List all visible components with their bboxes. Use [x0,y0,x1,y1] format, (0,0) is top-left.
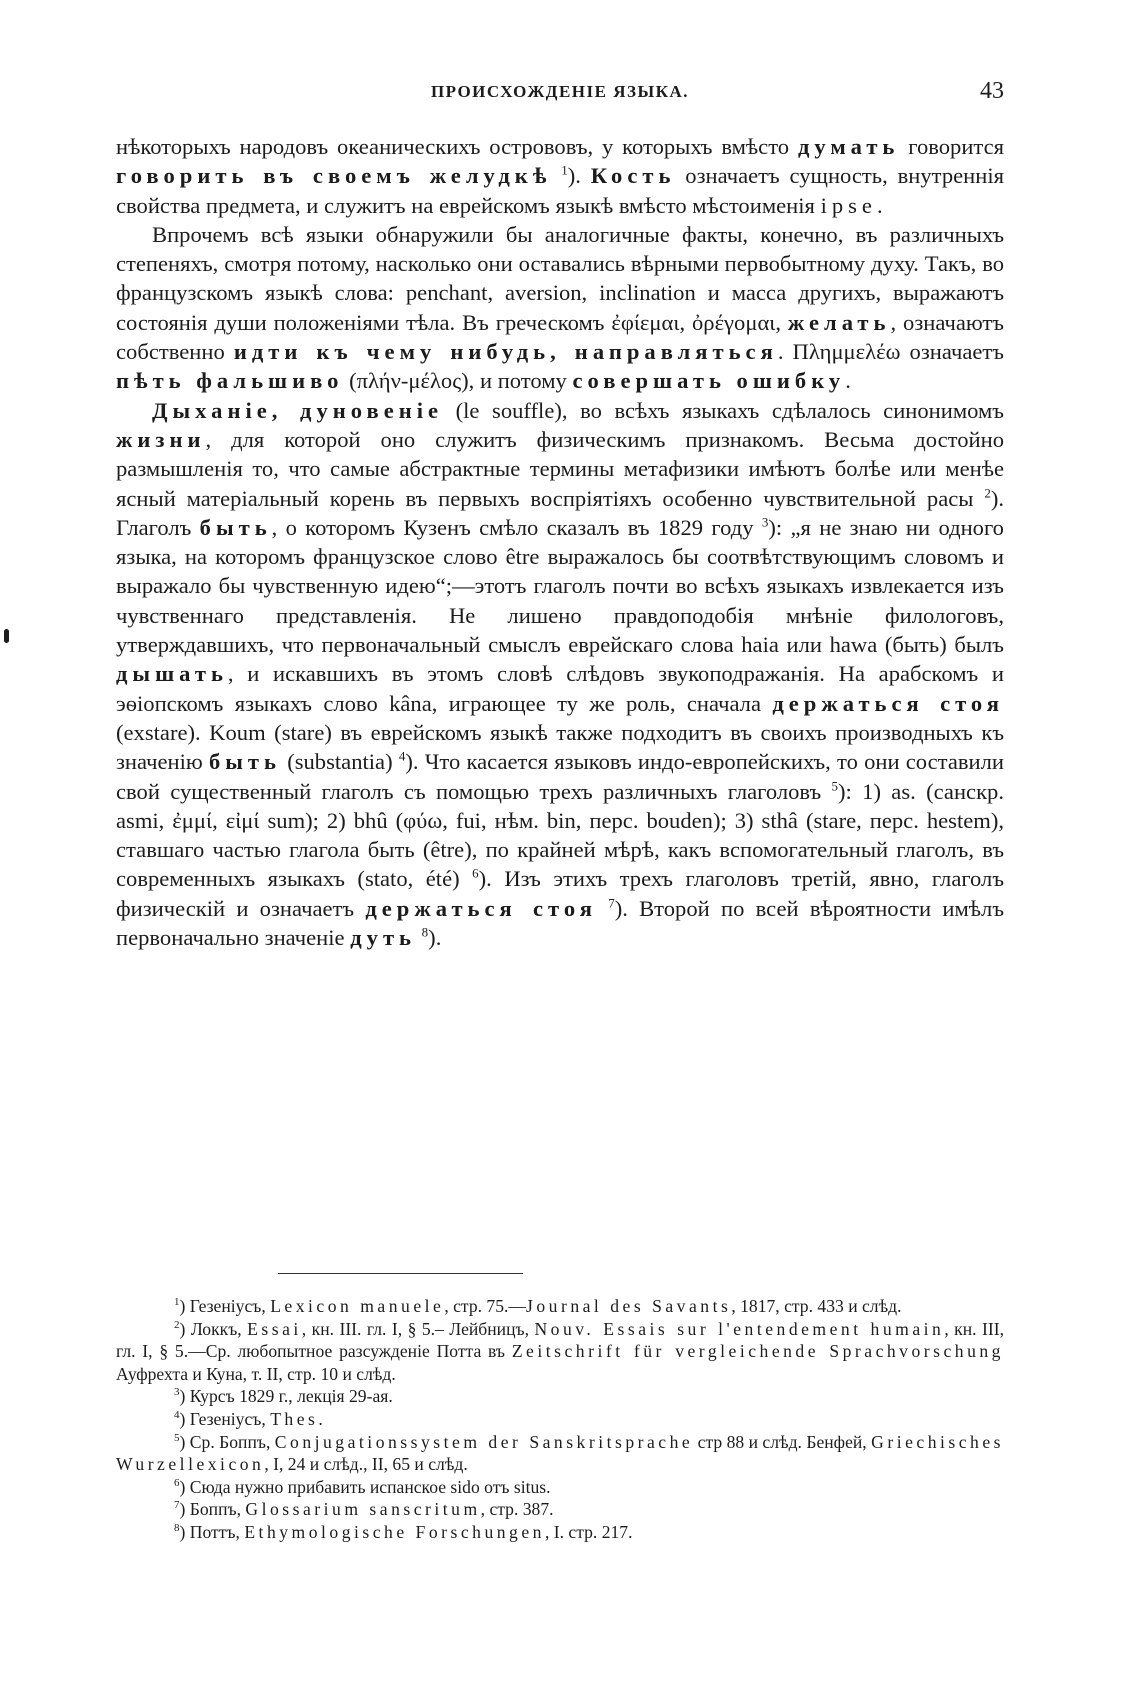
text-run: ) Поттъ, [179,1521,245,1542]
cited-title: Nouv. Essais sur l'entendement humain [534,1318,945,1339]
ink-speck [4,629,9,643]
footnote-ref: 5 [174,1431,180,1444]
main-text [116,132,1004,952]
text-run: ): „я не знаю ни одного языка, на которомъ французское слово être выражалось бы соотвѣтствующимъ словомъ и выражало бы чувственную идею“;—этотъ глаголъ почти во всѣхъ языкахъ извлекается изъ чувственнаго представленія. Не лишено правдоподобія мнѣніе филологовъ, утверждавшихъ, что первоначальный смыслъ еврейскаго слова haia или hawa (быть) былъ [116,514,1004,658]
footnote [116,1431,1004,1476]
cited-title: Conjugationssystem der Sanskritsprache [274,1431,694,1452]
footnote [116,1476,1004,1499]
text-run: стр 88 и слѣд. Бенфей, [693,1431,872,1452]
text-run: , стр. 75.— [444,1296,527,1316]
text-run: ). Второй по всей вѣроятности имѣлъ первоначально значеніе [116,895,1005,951]
text-run: Впрочемъ всѣ языки обнаружили бы аналогичные факты, конечно, въ различныхъ степеняхъ, смотря потому, насколько они оставались вѣрными первобытному духу. Такъ, во французскомъ языкѣ слова: penchant, aversion, inclination и масса другихъ, выражаютъ состоянія души положеніями тѣла. Въ греческомъ ἐφίεμαι, ὀρέγομαι, [116,221,1004,335]
emphasized-text: идти къ чему нибудь, направляться [233,339,778,365]
text-run: , о которомъ Кузенъ смѣло сказалъ въ 1829 году [271,514,762,540]
text-run: , кн. III. гл. I, § 5.– Лейбницъ, [301,1318,535,1339]
text-run: ). Изъ этихъ трехъ глаголовъ третій, явно, глаголъ физическій и означаетъ [116,866,1005,921]
text-run: ) Сюда нужно прибавить испанское sido отъ situs. [179,1476,551,1497]
text-run: . [318,1408,323,1429]
footnote [116,1408,1004,1431]
paragraph [116,132,1004,220]
text-run: , стр. 387. [480,1499,554,1520]
emphasized-text: Дыханіе, дуновеніе [152,397,444,423]
footnote-ref: 2 [174,1318,180,1331]
cited-title: Zeitschrift für vergleichende Sprachvorschung [511,1341,1004,1362]
footnote-ref: 4 [174,1409,180,1422]
emphasized-text: думать [797,134,900,159]
footnote-ref: 1 [174,1296,180,1309]
text-run: , I. стр. 217. [544,1521,633,1542]
spaced-text: ipse [820,192,877,218]
emphasized-text: пѣть фальшиво [116,368,344,394]
text-run: ) Ср. Боппъ, [179,1431,275,1452]
cited-title: Essai [247,1318,302,1339]
emphasized-text: дышать [116,661,228,687]
text-run: нѣкоторыхъ народовъ океаническихъ острововъ, у которыхъ вмѣсто [116,134,798,159]
cited-title: Thes [270,1408,319,1429]
text-run: (exstare). Koum (stare) въ еврейскомъ языкѣ также подходитъ въ своихъ производныхъ къ значенію [116,719,1004,775]
cited-title: Journal des Savants [526,1296,732,1316]
footnote-ref: 6 [472,865,479,881]
text-run: (substantia) [280,749,399,775]
footnote-ref: 3 [174,1386,180,1399]
footnote [116,1521,1004,1544]
emphasized-text: говорить въ своемъ желудкѣ [116,163,552,189]
text-run: , кн. III, гл. I, § 5.—Ср. любопытное разсужденіе Потта въ [116,1318,1004,1362]
footnote-ref: 7 [174,1499,180,1512]
footnote [116,1385,1004,1408]
cited-title: Ethymologische Forschungen [244,1521,545,1542]
cited-title: Lexicon manuele [270,1296,445,1316]
text-run: ). Глаголъ [116,485,1004,540]
emphasized-text: быть [199,514,272,540]
text-run: ): 1) as. (санскр. asmi, ἐμμί, εἰμί sum); 2) bhû (φύω, fui, нѣм. bin, перс. bouden); 3) sthâ (stare, перс. hestem), ставшаго частью глагола быть (être), по крайней мѣрѣ, какъ вспомогательный глаголъ, въ современныхъ языкахъ (stato, été) [116,778,1004,892]
text-run: ). Что касается языковъ индо-европейскихъ, то они составили свой существенный глаголъ съ помощью трехъ различныхъ глаголовъ [116,749,1004,804]
text-run: , I, 24 и слѣд., II, 65 и слѣд. [264,1454,468,1475]
emphasized-text: быть [209,749,281,775]
cited-title: Glossarium sanscritum [245,1499,481,1520]
text-run: . [876,192,883,218]
text-run: ). [567,163,591,189]
text-run: , означаютъ собственно [116,309,1004,365]
text-run: означаетъ сущность, внутреннія свойства предмета, и служитъ на еврейскомъ языкѣ вмѣсто мѣстоименія [116,163,1004,218]
emphasized-text: Кость [590,163,676,189]
text-run [597,896,608,921]
footnote [116,1295,1004,1318]
footnotes [116,1295,1004,1544]
text-run: говорится [899,134,1005,159]
cited-title: Griechisches Wurzellexicon [116,1431,1004,1475]
text-run: ) Гезеніусъ, [179,1408,271,1429]
paragraph [116,220,1004,396]
paragraph [116,396,1004,953]
footnote [116,1318,1004,1386]
emphasized-text: держаться стоя [772,690,1005,716]
emphasized-text: совершать ошибку [572,368,846,394]
text-run: , для которой оно служитъ физическимъ признакомъ. Весьма достойно размышленія то, что самые абстрактные термины метафизики имѣютъ болѣе или менѣе ясный матеріальный корень въ первыхъ воспріятіяхъ особенно чувствительной расы [116,426,1004,511]
text-run: . [845,368,851,394]
text-run: (πλήν-μέλος), и потому [343,368,573,394]
text-run: . Πλημμελέω означаетъ [777,339,1004,365]
running-title: ПРОИСХОЖДЕНІЕ ЯЗЫКА. [430,82,690,101]
text-run: ) Боппъ, [179,1499,246,1520]
emphasized-text: дуть [350,925,417,951]
emphasized-text: держаться стоя [365,895,597,921]
text-run: ) Локкъ, [179,1318,248,1339]
footnote-ref: 2 [984,485,991,501]
text-run [551,163,561,188]
footnote-ref: 6 [174,1476,180,1489]
footnote-ref: 5 [831,778,839,793]
footnote-separator [278,1273,523,1274]
text-run: ). [428,925,442,951]
emphasized-text: желать [787,309,891,335]
text-run: ) Курсъ 1829 г., лекція 29-ая. [179,1386,393,1407]
footnote-ref: 7 [608,895,615,911]
emphasized-text: жизни [116,426,206,452]
text-run: (le souffle), во всѣхъ языкахъ сдѣлалось синонимомъ [443,397,1004,423]
footnote-ref: 4 [398,748,406,764]
footnote-ref: 8 [421,924,429,940]
footnote-ref: 8 [174,1522,180,1535]
page-number: 43 [980,78,1004,104]
footnote-ref: 1 [561,162,568,178]
text-run: Ауфрехта и Куна, т. II, стр. 10 и слѣд. [116,1363,396,1384]
text-run: , и искавшихъ въ этомъ словѣ слѣдовъ звукоподражанія. На арабскомъ и эѳіопскомъ языкахъ слово kâna, играющее ту же роль, сначала [116,661,1004,716]
footnote [116,1498,1004,1521]
footnote-ref: 3 [761,514,769,530]
text-run: ) Гезеніусъ, [179,1296,271,1316]
text-run: , 1817, стр. 433 и слѣд. [731,1296,902,1316]
page-header [116,78,1004,118]
